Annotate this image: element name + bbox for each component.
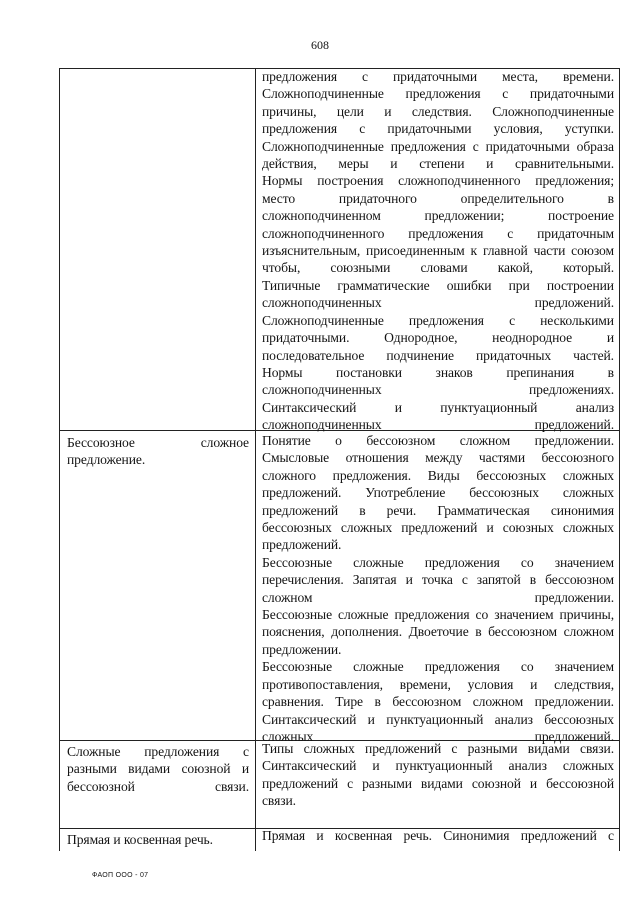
table-cell-content: [255, 68, 620, 433]
content-paragraph: Сложноподчиненные предложения с несколькими придаточными. Однородное, неоднородное и последовательное подчинение придаточных частей.: [262, 312, 614, 363]
content-paragraph: Прямая и косвенная речь. Синонимия предложений с: [262, 828, 614, 843]
content-paragraph: Сложноподчиненные предложения с придаточными образа действия, меры и степени и сравнительными.: [262, 138, 614, 172]
content-paragraph: Бессоюзные сложные предложения со значением перечисления. Запятая и точка с запятой в бессоюзном сложном предложении.: [262, 554, 614, 605]
content-paragraph: Типы сложных предложений с разными видами связи.: [262, 741, 614, 756]
table-cell-topic: [59, 434, 255, 740]
page-number: 608: [311, 38, 329, 52]
content-paragraph: Нормы построения сложноподчиненного предложения; место придаточного определительного в сложноподчиненном предложении; построение сложноподчиненного предложения с придаточным изъяснительным, присоединенным к главной части союзом чтобы, союзными словами какой, который.: [262, 173, 614, 276]
table-cell-topic: [59, 68, 255, 430]
table-cell-topic: [59, 743, 255, 828]
content-paragraph: Синтаксический и пунктуационный анализ сложноподчиненных предложений.: [262, 399, 614, 433]
content-paragraph: Типичные грамматические ошибки при построении сложноподчиненных предложений.: [262, 277, 614, 311]
content-paragraph: Понятие о бессоюзном сложном предложении.: [262, 433, 614, 448]
table-cell-content: [255, 740, 620, 828]
content-paragraph: Синтаксический и пунктуационный анализ бессоюзных сложных предложений.: [262, 711, 614, 744]
document-table: [59, 68, 620, 851]
table-cell-topic: [59, 831, 255, 851]
content-paragraph: Бессоюзные сложные предложения со значением причины, пояснения, дополнения. Двоеточие в бессоюзном сложном предложении.: [262, 607, 614, 657]
table-cell-content: [255, 432, 620, 744]
content-paragraph: Сложноподчиненные предложения с придаточными причины, цели и следствия. Сложноподчиненные предложения с придаточными условия, уступки.: [262, 86, 614, 137]
topic-title: Прямая и косвенная речь.: [67, 832, 213, 847]
topic-title: Бессоюзное сложное предложение.: [67, 435, 249, 468]
content-paragraph: Бессоюзные сложные предложения со значением противопоставления, времени, условия и следствия, сравнения. Тире в бессоюзном сложном предложении.: [262, 659, 614, 710]
content-paragraph: Смысловые отношения между частями бессоюзного сложного предложения. Виды бессоюзных сложных предложений. Употребление бессоюзных сложных предложений в речи. Грамматическая синонимия бессоюзных сложных предложений и союзных сложных предложений.: [262, 450, 614, 553]
topic-title: Сложные предложения с разными видами союзной и бессоюзной связи.: [67, 744, 249, 794]
content-paragraph: Нормы постановки знаков препинания в сложноподчиненных предложениях.: [262, 364, 614, 398]
content-paragraph: предложения с придаточными места, времени.: [262, 69, 614, 84]
content-paragraph: Синтаксический и пунктуационный анализ сложных предложений с разными видами союзной и бессоюзной связи.: [262, 758, 614, 809]
footer-code: ФАОП ООО - 07: [92, 872, 149, 879]
table-cell-content: [255, 827, 620, 851]
